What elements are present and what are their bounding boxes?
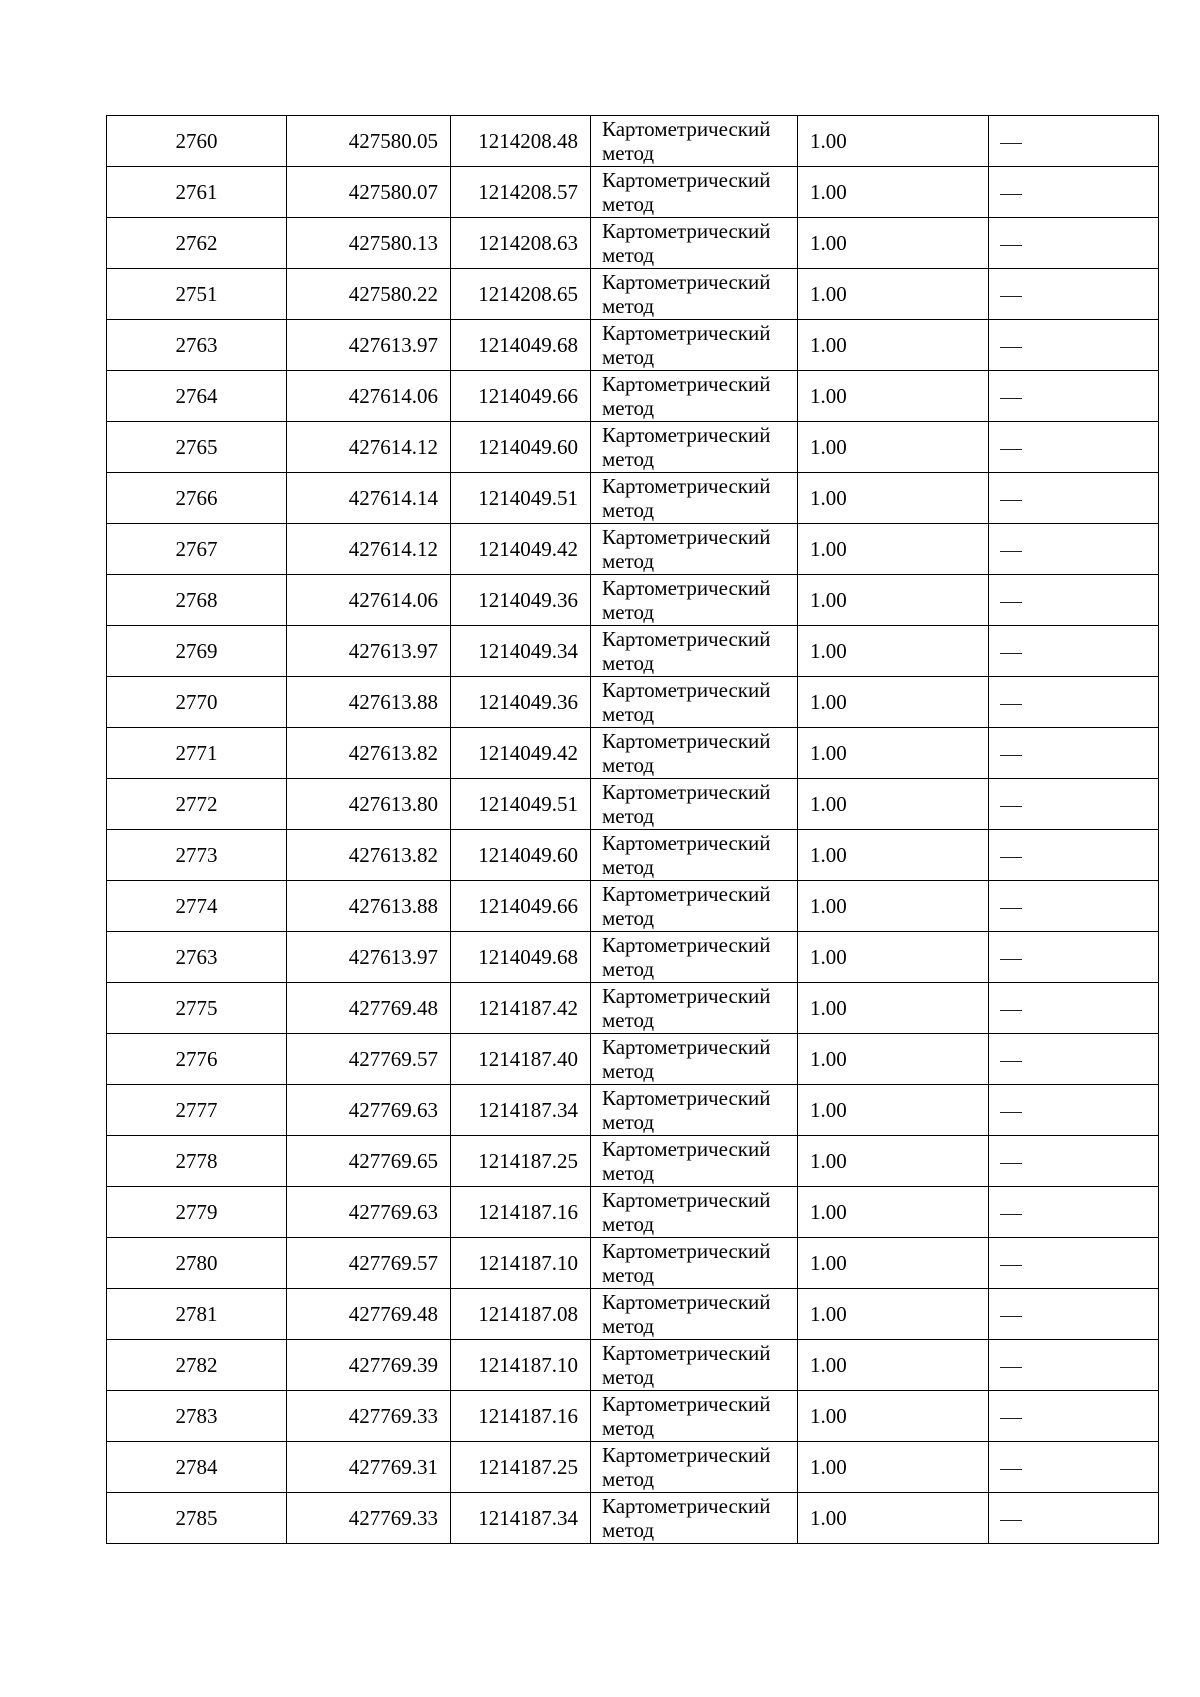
method-text: Картометрический [602,1443,771,1467]
table-row [107,983,1159,1034]
accuracy-cell: 1.00 [798,1187,989,1238]
accuracy-cell: 1.00 [798,779,989,830]
table-row [107,1187,1159,1238]
x-coordinate-cell: 427769.57 [287,1238,451,1289]
description-cell [989,116,1159,167]
table-row [107,677,1159,728]
accuracy-cell: 1.00 [798,1340,989,1391]
method-cell [591,1442,798,1493]
description-cell [989,1187,1159,1238]
accuracy-cell: 1.00 [798,371,989,422]
method-cell [591,1340,798,1391]
table-row [107,269,1159,320]
dash-mark [1000,704,1022,705]
accuracy-cell: 1.00 [798,1085,989,1136]
method-text: метод [602,294,655,318]
dash-mark [1000,806,1022,807]
x-coordinate-cell: 427613.88 [287,677,451,728]
method-text: метод [602,1059,655,1083]
method-cell [591,116,798,167]
y-coordinate-cell: 1214049.60 [451,422,591,473]
point-number-cell: 2773 [107,830,287,881]
method-text: метод [602,1161,655,1185]
x-coordinate-cell: 427614.12 [287,524,451,575]
dash-mark [1000,1418,1022,1419]
point-number-cell: 2772 [107,779,287,830]
table-row [107,1340,1159,1391]
accuracy-cell: 1.00 [798,473,989,524]
method-text: метод [602,855,655,879]
table-row [107,728,1159,779]
y-coordinate-cell: 1214187.10 [451,1340,591,1391]
x-coordinate-cell: 427769.33 [287,1391,451,1442]
dash-mark [1000,245,1022,246]
table-row [107,473,1159,524]
x-coordinate-cell: 427769.63 [287,1085,451,1136]
x-coordinate-cell: 427769.31 [287,1442,451,1493]
description-cell [989,371,1159,422]
dash-mark [1000,1010,1022,1011]
table-row [107,1136,1159,1187]
accuracy-cell: 1.00 [798,626,989,677]
method-text: Картометрический [602,1239,771,1263]
method-text: Картометрический [602,1188,771,1212]
accuracy-cell: 1.00 [798,167,989,218]
x-coordinate-cell: 427580.05 [287,116,451,167]
description-cell [989,575,1159,626]
method-text: метод [602,549,655,573]
point-number-cell: 2771 [107,728,287,779]
y-coordinate-cell: 1214049.60 [451,830,591,881]
dash-mark [1000,296,1022,297]
method-text: Картометрический [602,1035,771,1059]
method-text: метод [602,1008,655,1032]
method-text: Картометрический [602,270,771,294]
table-row [107,1493,1159,1544]
y-coordinate-cell: 1214187.16 [451,1391,591,1442]
point-number-cell: 2761 [107,167,287,218]
description-cell [989,1238,1159,1289]
description-cell [989,626,1159,677]
dash-mark [1000,857,1022,858]
x-coordinate-cell: 427614.06 [287,371,451,422]
accuracy-cell: 1.00 [798,1391,989,1442]
method-cell [591,1391,798,1442]
method-text: метод [602,1263,655,1287]
method-text: Картометрический [602,933,771,957]
description-cell [989,524,1159,575]
table-row [107,218,1159,269]
method-text: метод [602,753,655,777]
method-cell [591,626,798,677]
point-number-cell: 2766 [107,473,287,524]
method-text: Картометрический [602,525,771,549]
table-row [107,320,1159,371]
method-cell [591,269,798,320]
x-coordinate-cell: 427613.97 [287,932,451,983]
y-coordinate-cell: 1214049.68 [451,320,591,371]
method-cell [591,1493,798,1544]
dash-mark [1000,1163,1022,1164]
method-cell [591,524,798,575]
method-text: метод [602,1518,655,1542]
point-number-cell: 2778 [107,1136,287,1187]
accuracy-cell: 1.00 [798,677,989,728]
point-number-cell: 2785 [107,1493,287,1544]
x-coordinate-cell: 427769.48 [287,1289,451,1340]
method-text: метод [602,1314,655,1338]
point-number-cell: 2768 [107,575,287,626]
description-cell [989,1034,1159,1085]
x-coordinate-cell: 427580.07 [287,167,451,218]
point-number-cell: 2776 [107,1034,287,1085]
method-text: метод [602,600,655,624]
accuracy-cell: 1.00 [798,269,989,320]
dash-mark [1000,1061,1022,1062]
accuracy-cell: 1.00 [798,116,989,167]
method-cell [591,320,798,371]
method-text: метод [602,243,655,267]
y-coordinate-cell: 1214187.40 [451,1034,591,1085]
dash-mark [1000,194,1022,195]
method-text: Картометрический [602,168,771,192]
y-coordinate-cell: 1214208.65 [451,269,591,320]
description-cell [989,932,1159,983]
description-cell [989,1136,1159,1187]
method-cell [591,167,798,218]
accuracy-cell: 1.00 [798,1289,989,1340]
method-text: метод [602,498,655,522]
dash-mark [1000,398,1022,399]
method-text: метод [602,1110,655,1134]
dash-mark [1000,1214,1022,1215]
method-text: Картометрический [602,831,771,855]
accuracy-cell: 1.00 [798,1493,989,1544]
method-cell [591,779,798,830]
x-coordinate-cell: 427613.97 [287,320,451,371]
y-coordinate-cell: 1214049.51 [451,473,591,524]
method-text: метод [602,651,655,675]
method-text: метод [602,702,655,726]
point-number-cell: 2770 [107,677,287,728]
point-number-cell: 2751 [107,269,287,320]
table-row [107,371,1159,422]
point-number-cell: 2767 [107,524,287,575]
accuracy-cell: 1.00 [798,983,989,1034]
table-body [107,116,1159,1544]
y-coordinate-cell: 1214049.42 [451,728,591,779]
method-text: метод [602,1416,655,1440]
dash-mark [1000,551,1022,552]
method-cell [591,830,798,881]
description-cell [989,167,1159,218]
table-row [107,626,1159,677]
method-text: метод [602,192,655,216]
accuracy-cell: 1.00 [798,1136,989,1187]
point-number-cell: 2782 [107,1340,287,1391]
method-cell [591,983,798,1034]
x-coordinate-cell: 427769.39 [287,1340,451,1391]
method-text: метод [602,1467,655,1491]
method-text: Картометрический [602,219,771,243]
table-row [107,575,1159,626]
dash-mark [1000,653,1022,654]
method-cell [591,1187,798,1238]
x-coordinate-cell: 427613.97 [287,626,451,677]
dash-mark [1000,449,1022,450]
method-cell [591,1136,798,1187]
method-cell [591,473,798,524]
point-number-cell: 2763 [107,320,287,371]
description-cell [989,1340,1159,1391]
dash-mark [1000,143,1022,144]
x-coordinate-cell: 427613.82 [287,728,451,779]
accuracy-cell: 1.00 [798,575,989,626]
method-text: метод [602,396,655,420]
dash-mark [1000,1112,1022,1113]
point-number-cell: 2775 [107,983,287,1034]
method-cell [591,422,798,473]
method-cell [591,1034,798,1085]
description-cell [989,983,1159,1034]
method-cell [591,1085,798,1136]
point-number-cell: 2781 [107,1289,287,1340]
method-text: Картометрический [602,1290,771,1314]
accuracy-cell: 1.00 [798,1442,989,1493]
y-coordinate-cell: 1214208.63 [451,218,591,269]
method-text: Картометрический [602,372,771,396]
dash-mark [1000,959,1022,960]
point-number-cell: 2777 [107,1085,287,1136]
table-row [107,1289,1159,1340]
method-text: Картометрический [602,117,771,141]
table-row [107,1085,1159,1136]
accuracy-cell: 1.00 [798,932,989,983]
method-text: Картометрический [602,474,771,498]
table-row [107,1391,1159,1442]
dash-mark [1000,1520,1022,1521]
x-coordinate-cell: 427769.65 [287,1136,451,1187]
accuracy-cell: 1.00 [798,830,989,881]
table-row [107,779,1159,830]
y-coordinate-cell: 1214049.42 [451,524,591,575]
method-cell [591,575,798,626]
dash-mark [1000,500,1022,501]
method-text: Картометрический [602,1392,771,1416]
description-cell [989,1085,1159,1136]
description-cell [989,779,1159,830]
description-cell [989,320,1159,371]
method-cell [591,677,798,728]
dash-mark [1000,755,1022,756]
y-coordinate-cell: 1214208.48 [451,116,591,167]
x-coordinate-cell: 427769.48 [287,983,451,1034]
method-text: Картометрический [602,321,771,345]
dash-mark [1000,602,1022,603]
description-cell [989,218,1159,269]
description-cell [989,881,1159,932]
table-row [107,422,1159,473]
point-number-cell: 2760 [107,116,287,167]
description-cell [989,830,1159,881]
dash-mark [1000,1316,1022,1317]
point-number-cell: 2769 [107,626,287,677]
method-text: метод [602,345,655,369]
description-cell [989,728,1159,779]
dash-mark [1000,1367,1022,1368]
description-cell [989,1493,1159,1544]
method-text: метод [602,141,655,165]
point-number-cell: 2774 [107,881,287,932]
accuracy-cell: 1.00 [798,1034,989,1085]
table-row [107,1238,1159,1289]
method-cell [591,881,798,932]
x-coordinate-cell: 427614.12 [287,422,451,473]
method-text: метод [602,1365,655,1389]
method-text: Картометрический [602,729,771,753]
y-coordinate-cell: 1214049.66 [451,371,591,422]
method-text: Картометрический [602,576,771,600]
table-row [107,830,1159,881]
table-row [107,167,1159,218]
x-coordinate-cell: 427580.13 [287,218,451,269]
point-number-cell: 2764 [107,371,287,422]
method-text: метод [602,804,655,828]
x-coordinate-cell: 427613.88 [287,881,451,932]
y-coordinate-cell: 1214049.36 [451,677,591,728]
dash-mark [1000,908,1022,909]
table-row [107,881,1159,932]
table-row [107,1442,1159,1493]
method-text: метод [602,906,655,930]
method-cell [591,218,798,269]
table-row [107,116,1159,167]
accuracy-cell: 1.00 [798,320,989,371]
description-cell [989,1391,1159,1442]
method-text: Картометрический [602,1137,771,1161]
method-text: Картометрический [602,882,771,906]
point-number-cell: 2779 [107,1187,287,1238]
x-coordinate-cell: 427614.14 [287,473,451,524]
description-cell [989,1442,1159,1493]
method-cell [591,371,798,422]
method-text: Картометрический [602,678,771,702]
dash-mark [1000,1265,1022,1266]
description-cell [989,422,1159,473]
table-row [107,524,1159,575]
x-coordinate-cell: 427613.80 [287,779,451,830]
point-number-cell: 2780 [107,1238,287,1289]
description-cell [989,677,1159,728]
accuracy-cell: 1.00 [798,218,989,269]
table-row [107,1034,1159,1085]
method-text: Картометрический [602,423,771,447]
method-cell [591,728,798,779]
y-coordinate-cell: 1214187.42 [451,983,591,1034]
accuracy-cell: 1.00 [798,728,989,779]
y-coordinate-cell: 1214049.68 [451,932,591,983]
x-coordinate-cell: 427769.57 [287,1034,451,1085]
method-text: Картометрический [602,627,771,651]
dash-mark [1000,1469,1022,1470]
description-cell [989,473,1159,524]
y-coordinate-cell: 1214187.34 [451,1085,591,1136]
y-coordinate-cell: 1214049.66 [451,881,591,932]
method-text: Картометрический [602,984,771,1008]
y-coordinate-cell: 1214049.36 [451,575,591,626]
method-text: Картометрический [602,1341,771,1365]
y-coordinate-cell: 1214187.08 [451,1289,591,1340]
x-coordinate-cell: 427613.82 [287,830,451,881]
y-coordinate-cell: 1214187.16 [451,1187,591,1238]
point-number-cell: 2762 [107,218,287,269]
method-text: Картометрический [602,1086,771,1110]
x-coordinate-cell: 427769.33 [287,1493,451,1544]
accuracy-cell: 1.00 [798,422,989,473]
table-row [107,932,1159,983]
method-text: метод [602,957,655,981]
method-text: Картометрический [602,780,771,804]
y-coordinate-cell: 1214187.25 [451,1442,591,1493]
point-number-cell: 2765 [107,422,287,473]
description-cell [989,269,1159,320]
method-text: метод [602,447,655,471]
x-coordinate-cell: 427614.06 [287,575,451,626]
y-coordinate-cell: 1214187.25 [451,1136,591,1187]
y-coordinate-cell: 1214187.34 [451,1493,591,1544]
method-text: метод [602,1212,655,1236]
y-coordinate-cell: 1214187.10 [451,1238,591,1289]
y-coordinate-cell: 1214049.51 [451,779,591,830]
y-coordinate-cell: 1214049.34 [451,626,591,677]
accuracy-cell: 1.00 [798,1238,989,1289]
x-coordinate-cell: 427580.22 [287,269,451,320]
method-cell [591,932,798,983]
y-coordinate-cell: 1214208.57 [451,167,591,218]
description-cell [989,1289,1159,1340]
method-cell [591,1238,798,1289]
point-number-cell: 2783 [107,1391,287,1442]
method-text: Картометрический [602,1494,771,1518]
coordinates-table [106,115,1159,1544]
dash-mark [1000,347,1022,348]
accuracy-cell: 1.00 [798,881,989,932]
point-number-cell: 2784 [107,1442,287,1493]
x-coordinate-cell: 427769.63 [287,1187,451,1238]
point-number-cell: 2763 [107,932,287,983]
accuracy-cell: 1.00 [798,524,989,575]
method-cell [591,1289,798,1340]
